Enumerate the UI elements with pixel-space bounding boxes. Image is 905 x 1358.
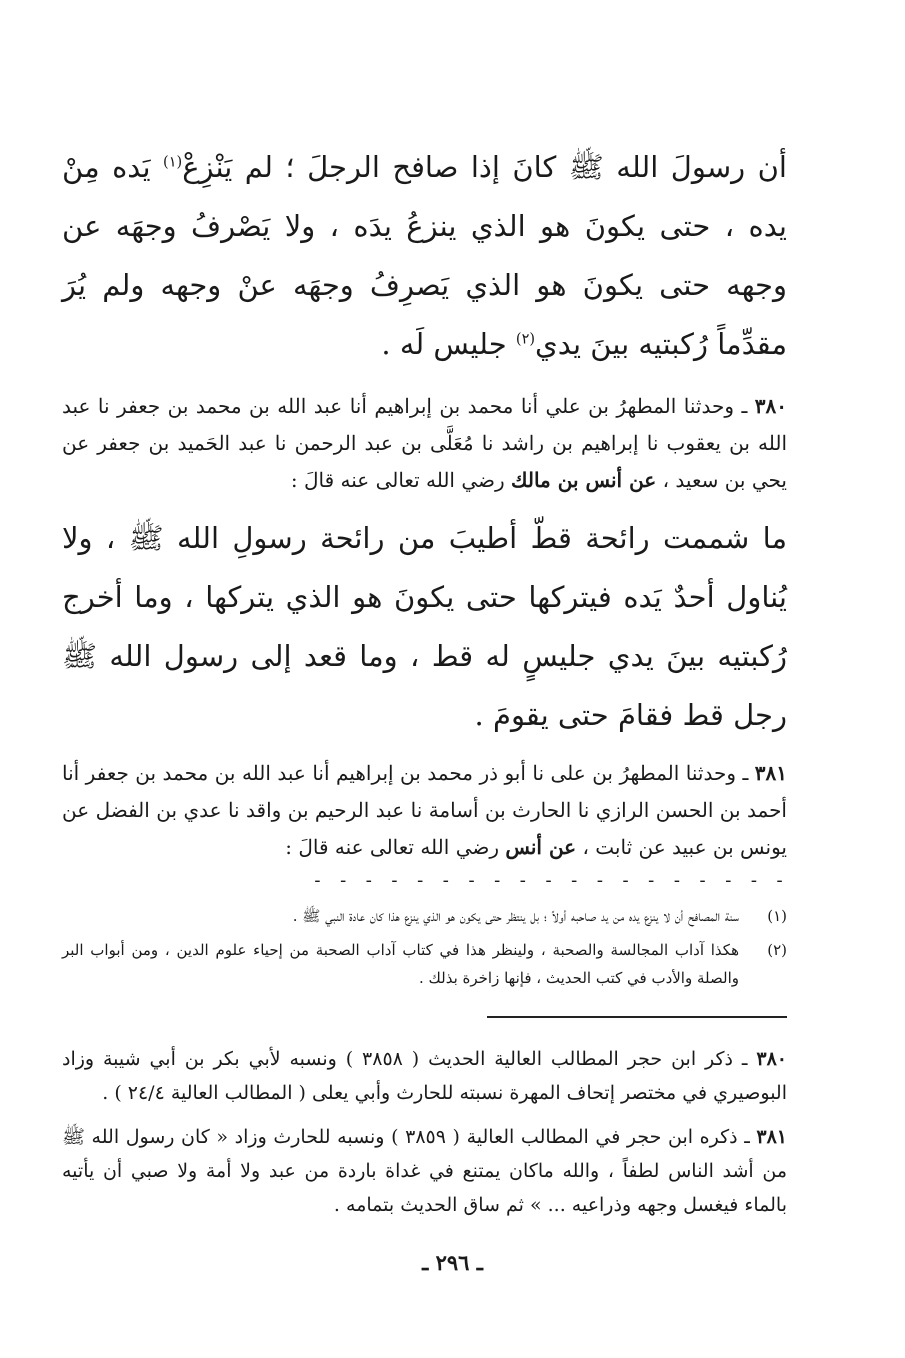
takhrij-notes bbox=[62, 1042, 787, 1222]
hadith-number: ٣٨١ bbox=[756, 1126, 788, 1148]
hadith-380-matn: ما شممت رائحة قطّ أطيبَ من رائحة رسولِ الله ﷺ ، ولا يُناول أحدٌ يَده فيتركها حتى يكونَ هو الذي يتركها ، وما أخرج رُكبتيه بينَ يدي جليسٍ له قط ، وما قعد إلى رسول الله ﷺ رجل قط فقامَ حتى يقومَ . bbox=[62, 521, 787, 732]
sahabi-name: عن أنس bbox=[505, 835, 577, 859]
footnote-1 bbox=[62, 902, 787, 930]
hadith-379-matn-continued: أن رسولَ الله ﷺ كانَ إذا صافح الرجلَ ؛ لم يَنْزِعْ$^{(١)}$ يَده مِنْ يده ، حتى يكونَ هو الذي ينزعُ يدَه ، ولا يَصْرفُ وجهَه عن وجهه حتى يكونَ هو الذي يَصرِفُ وجهَه عنْ وجهه ولم يُرَ مقدِّماً رُكبتيه بينَ يدي$^{(٢)}$ جليس لَه . bbox=[62, 150, 787, 361]
footnote-ref-1[interactable]: (١) bbox=[163, 154, 183, 171]
footnote-ref-2[interactable]: (٢) bbox=[515, 331, 536, 348]
sahabi-name: عن أنس بن مالك bbox=[511, 468, 657, 492]
hadith-381-isnad: ٣٨١ ـ وحدثنا المطهرُ بن على نا أبو ذر محمد بن إبراهيم أنا عبد الله بن محمد بن جعفر أنا أحمد بن الحسن الرازي نا الحارث بن أسامة نا عبد الرحيم بن واقد نا عدي بن الفضل عن يونس بن عبيد عن ثابت ، عن أنس رضي الله تعالى عنه قالَ : bbox=[62, 761, 787, 859]
hadith-number: ٣٨٠ bbox=[756, 1048, 787, 1070]
footnotes bbox=[62, 902, 787, 992]
footnote-separator: - - - - - - - - - - - - - - - - - - - bbox=[312, 870, 787, 891]
hadith-number: ٣٨٠ bbox=[754, 394, 787, 418]
footnote-2 bbox=[62, 936, 787, 992]
takhrij-381: ٣٨١ ـ ذكره ابن حجر في المطالب العالية ( ٣٨٥٩ ) ونسبه للحارث وزاد « كان رسول الله ﷺ من أشد الناس لطفاً ، والله ماكان يمتنع في غداة باردة من عبد ولا أمة ولا صبي أن يأتيه بالماء فيغسل وجهه وذراعيه ... » ثم ساق الحديث بتمامه . bbox=[62, 1126, 788, 1216]
page-number: ـ ٢٩٦ ـ bbox=[422, 1250, 483, 1275]
footnote-text: سنة المصافح أن لا ينزع يده من يد صاحبه أولاً ؛ بل ينتظر حتى يكون هو الذي ينزع هذا كان عادة النبي ﷺ . bbox=[292, 907, 739, 925]
footnote-text: هكذا آداب المجالسة والصحبة ، ولينظر هذا في كتاب آداب الصحبة من إحياء علوم الدين ، ومن أبواب البر والصلة والأدب في كتب الحديث ، فإنها زاخرة بذلك . bbox=[62, 941, 739, 987]
hadith-number: ٣٨١ bbox=[754, 761, 787, 785]
footnote-number: (١) bbox=[767, 907, 787, 925]
footnote-number: (٢) bbox=[767, 941, 787, 959]
takhrij-380: ٣٨٠ ـ ذكر ابن حجر المطالب العالية الحديث ( ٣٨٥٨ ) ونسبه لأبي بكر بن أبي شيبة وزاد البوصيري في مختصر إتحاف المهرة نسبته للحارث وأبي يعلى ( المطالب العالية ٢٤/٤ ) . bbox=[62, 1048, 787, 1104]
hadith-380-isnad: ٣٨٠ ـ وحدثنا المطهرُ بن علي أنا محمد بن إبراهيم أنا عبد الله بن محمد بن جعفر نا عبد الله بن يعقوب نا إبراهيم بن راشد نا مُعَلَّى بن عبد الرحمن نا عبد الحَميد بن جعفر عن يحي بن سعيد ، عن أنس بن مالك رضي الله تعالى عنه قالَ : bbox=[62, 394, 787, 492]
takhrij-separator bbox=[487, 1016, 787, 1018]
